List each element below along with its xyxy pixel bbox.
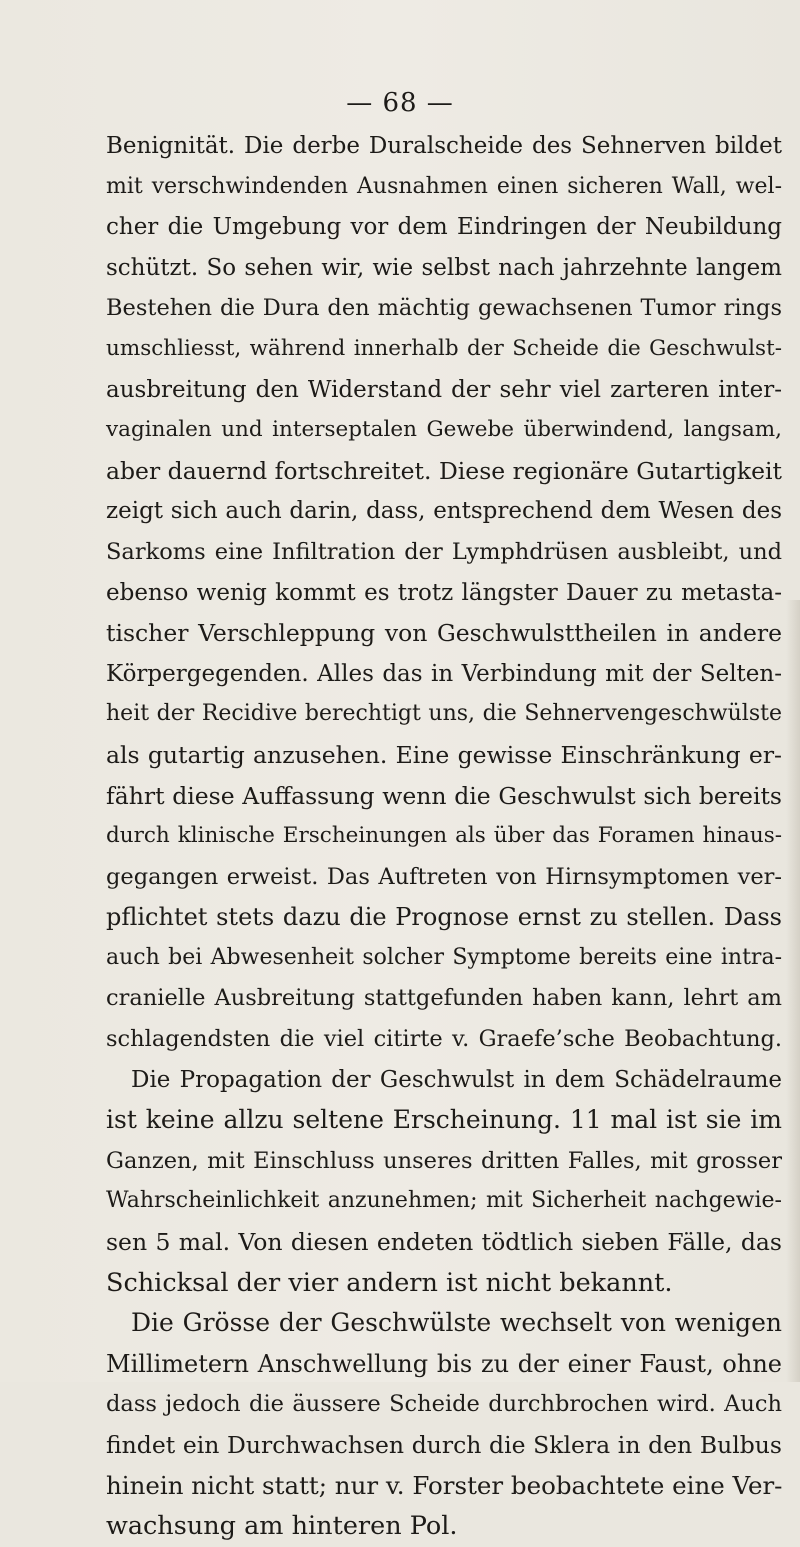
text-line: aber dauernd fortschreitet. Diese regionäre Gutartigkeit (106, 456, 782, 485)
text-line: schlagendsten die viel citirte v. Graefe’sche Beobachtung. (106, 1026, 782, 1053)
body-text (106, 126, 782, 1547)
text-line: als gutartig anzusehen. Eine gewisse Einschränkung er- (106, 740, 782, 769)
text-line: tischer Verschleppung von Geschwulsttheilen in andere (106, 619, 782, 648)
text-line: ebenso wenig kommt es trotz längster Dauer zu metasta- (106, 579, 782, 606)
text-line: cranielle Ausbreitung stattgefunden haben kann, lehrt am (106, 985, 782, 1012)
text-line: Körpergegenden. Alles das in Verbindung mit der Selten- (106, 660, 782, 687)
text-line: mit verschwindenden Ausnahmen einen sicheren Wall, wel- (106, 173, 782, 199)
text-line: heit der Recidive berechtigt uns, die Sehnervengeschwülste (106, 701, 782, 727)
text-line: Ganzen, mit Einschluss unseres dritten Falles, mit grosser (106, 1147, 782, 1174)
text-line: ausbreitung den Widerstand der sehr viel zarteren inter- (106, 376, 782, 403)
text-line: Benignität. Die derbe Duralscheide des Sehnerven bildet (106, 133, 782, 159)
text-line: sen 5 mal. Von diesen endeten tödtlich sieben Fälle, das (106, 1228, 782, 1257)
text-line: auch bei Abwesenheit solcher Symptome bereits eine intra- (106, 944, 782, 970)
text-line: Schicksal der vier andern ist nicht bekannt. (106, 1267, 673, 1298)
text-line: schützt. So sehen wir, wie selbst nach jahrzehnte langem (106, 254, 782, 281)
page-edge-shadow (786, 600, 800, 1382)
text-line: zeigt sich auch darin, dass, entsprechend dem Wesen des (106, 498, 782, 525)
text-line: Millimetern Anschwellung bis zu der einer Faust, ohne (106, 1349, 782, 1378)
text-line: Bestehen die Dura den mächtig gewachsenen Tumor rings (106, 295, 782, 322)
text-line: findet ein Durchwachsen durch die Sklera in den Bulbus (106, 1431, 782, 1459)
text-line: Die Grösse der Geschwülste wechselt von wenigen (131, 1308, 782, 1338)
text-line: Die Propagation der Geschwulst in dem Schädelraume (131, 1066, 782, 1093)
text-line: hinein nicht statt; nur v. Forster beobachtete eine Ver- (106, 1470, 783, 1500)
text-line: ist keine allzu seltene Erscheinung. 11 mal ist sie im (106, 1105, 782, 1135)
text-line: wachsung am hinteren Pol. (106, 1511, 458, 1542)
text-line: dass jedoch die äussere Scheide durchbrochen wird. Auch (106, 1391, 782, 1418)
text-line: pflichtet stets dazu die Prognose ernst zu stellen. Dass (106, 903, 782, 932)
page-number: — 68 — (346, 88, 454, 118)
text-line: vaginalen und interseptalen Gewebe überwindend, langsam, (106, 417, 782, 443)
text-line: Wahrscheinlichkeit anzunehmen; mit Sicherheit nachgewie- (106, 1188, 782, 1214)
text-line: Sarkoms eine Infiltration der Lymphdrüsen ausbleibt, und (106, 538, 782, 565)
text-line: gegangen erweist. Das Auftreten von Hirnsymptomen ver- (106, 863, 782, 890)
text-line: umschliesst, während innerhalb der Scheide die Geschwulst- (106, 335, 782, 361)
text-line: fährt diese Auffassung wenn die Geschwulst sich bereits (106, 781, 782, 810)
text-line: cher die Umgebung vor dem Eindringen der Neubildung (106, 214, 782, 241)
text-line: durch klinische Erscheinungen als über das Foramen hinaus- (106, 823, 782, 849)
